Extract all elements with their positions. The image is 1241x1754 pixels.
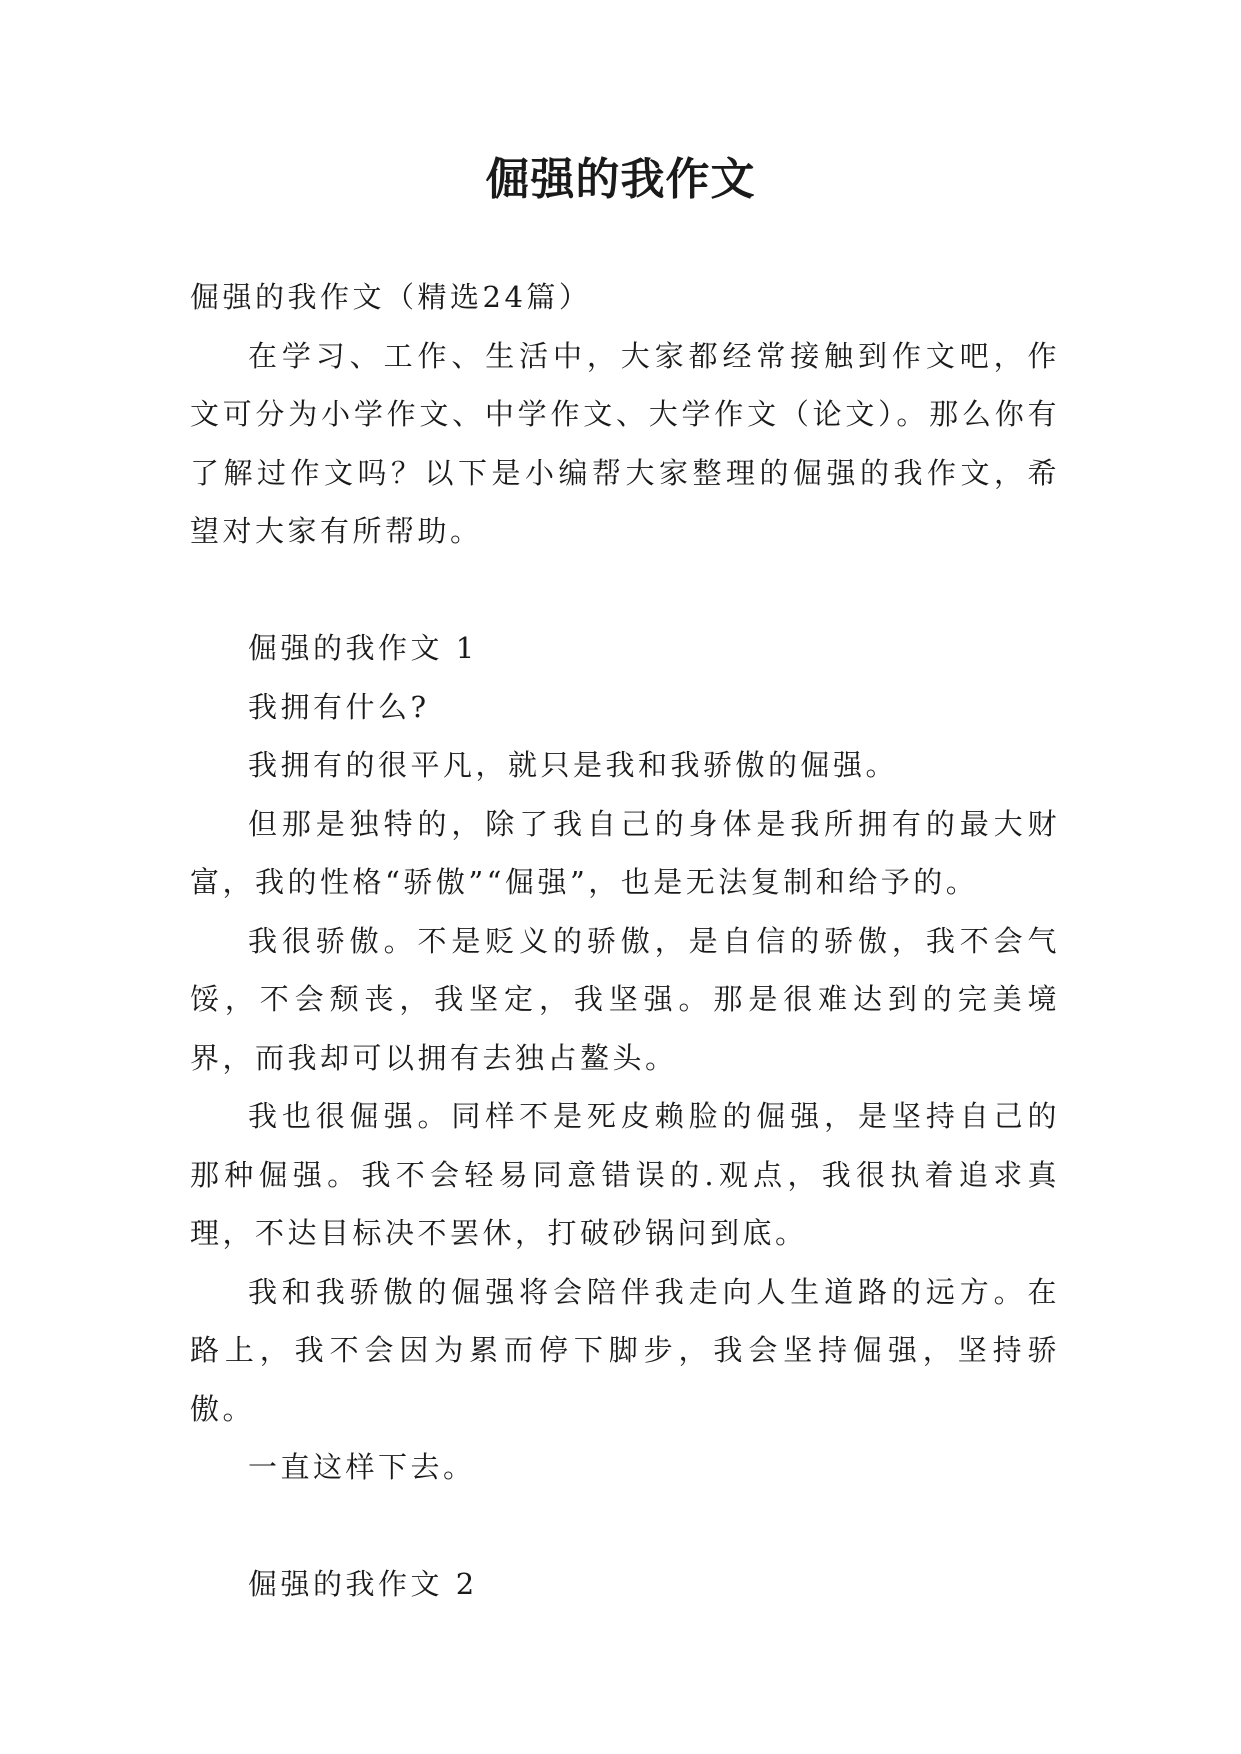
paragraph: 一直这样下去。 — [248, 1450, 476, 1484]
section-heading: 倔强的我作文 2 — [248, 1567, 478, 1601]
paragraph: 但那是独特的，除了我自己的身体是我所拥有的最大财富，我的性格“骄傲”“倔强”，也是无法复制和给予的。 — [190, 806, 1060, 899]
paragraph: 我也很倔强。同样不是死皮赖脸的倔强，是坚持自己的那种倔强。我不会轻易同意错误的.观点，我很执着追求真理，不达目标决不罢休，打破砂锅问到底。 — [190, 1099, 1060, 1250]
document-title: 倔强的我作文 — [485, 154, 756, 205]
section-spacer — [190, 1497, 1060, 1556]
paragraph: 我拥有什么? — [248, 689, 430, 724]
paragraph: 我很骄傲。不是贬义的骄傲，是自信的骄傲，我不会气馁，不会颓丧，我坚定，我坚强。那是很难达到的完美境界，而我却可以拥有去独占鳌头。 — [190, 923, 1060, 1075]
paragraph: 我和我骄傲的倔强将会陪伴我走向人生道路的远方。在路上，我不会因为累而停下脚步，我会坚持倔强，坚持骄傲。 — [190, 1274, 1060, 1426]
section-spacer — [190, 561, 1060, 620]
document-subtitle: 倔强的我作文（精选24篇） — [190, 280, 592, 314]
section-heading: 倔强的我作文 1 — [248, 631, 478, 665]
document-body — [190, 268, 1060, 1614]
paragraph: 我拥有的很平凡，就只是我和我骄傲的倔强。 — [248, 748, 899, 782]
intro-paragraph: 在学习、工作、生活中，大家都经常接触到作文吧，作文可分为小学作文、中学作文、大学作文（论文）。那么你有了解过作文吗？以下是小编帮大家整理的倔强的我作文，希望对大家有所帮助。 — [190, 338, 1060, 548]
